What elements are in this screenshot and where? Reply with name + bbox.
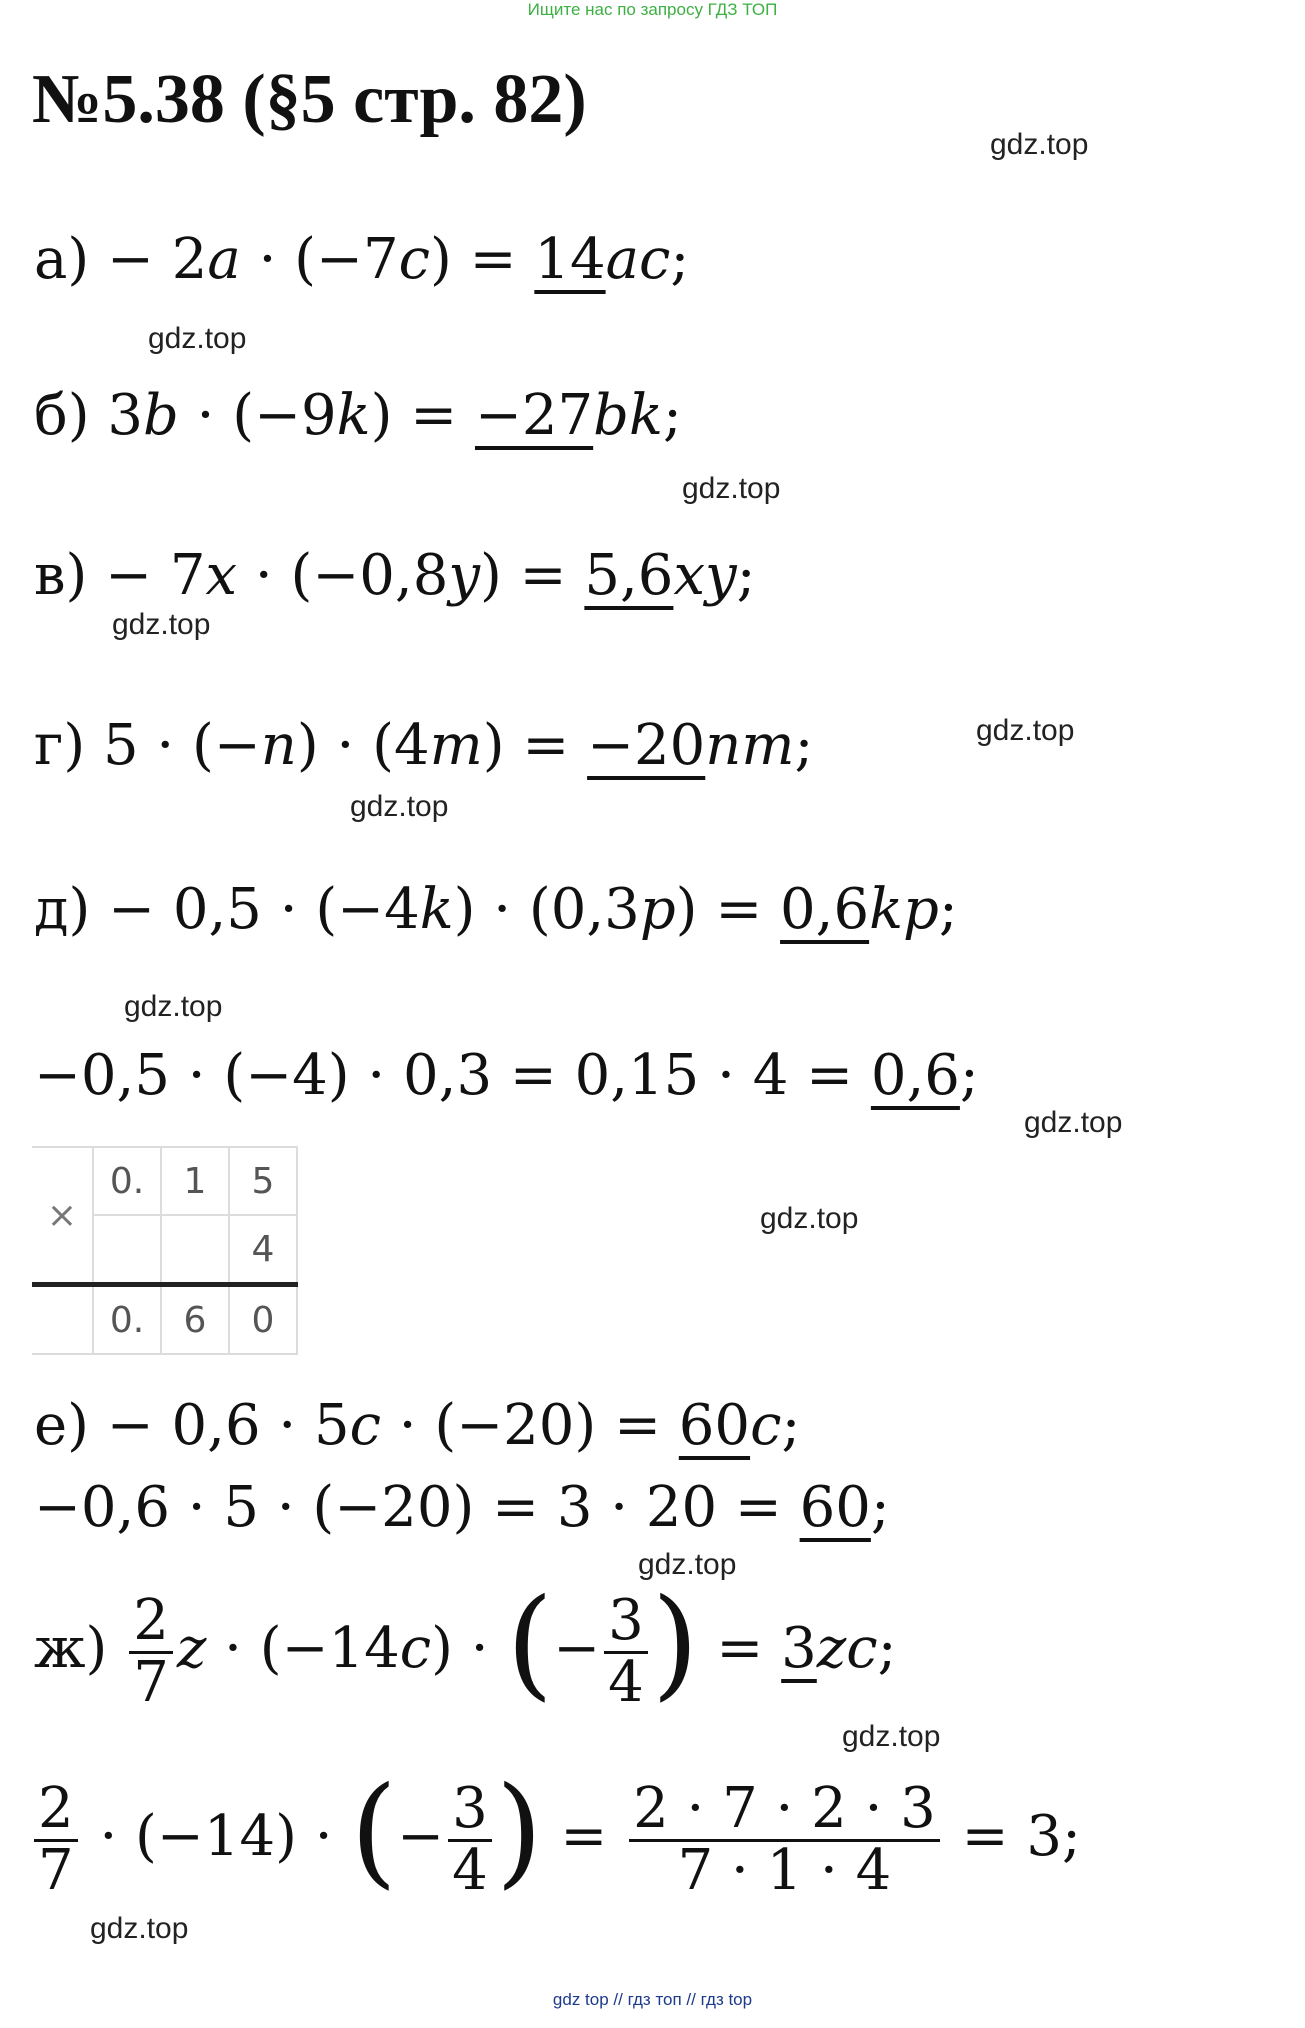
calc-cell bbox=[161, 1215, 229, 1285]
fraction: $\frac{3}{4}$ bbox=[448, 1780, 492, 1901]
watermark: gdz.top bbox=[976, 714, 1075, 747]
page-title: №5.38 (§5 стр. 82) bbox=[32, 61, 587, 138]
equation-g: г) 5 · (−n) · (4m) = −20nm; bbox=[34, 713, 814, 778]
calc-cell: 5 bbox=[229, 1147, 297, 1215]
watermark: gdz.top bbox=[638, 1548, 737, 1581]
watermark: gdz.top bbox=[350, 790, 449, 823]
answer-b: −27 bbox=[474, 383, 594, 448]
calc-cell: 0 bbox=[229, 1285, 297, 1355]
equation-b: б) 3b · (−9k) = −27bk; bbox=[34, 383, 682, 448]
answer-zh: 3 bbox=[781, 1615, 817, 1681]
watermark: gdz.top bbox=[682, 472, 781, 505]
calc-cell: 1 bbox=[161, 1147, 229, 1215]
calc-cell bbox=[32, 1285, 93, 1355]
answer-e-check: 60 bbox=[799, 1475, 871, 1540]
answer-a: 14 bbox=[534, 227, 606, 292]
answer-d-check: 0,6 bbox=[870, 1043, 960, 1108]
watermark: gdz.top bbox=[760, 1202, 859, 1235]
watermark: gdz.top bbox=[990, 128, 1089, 161]
answer-v: 5,6 bbox=[584, 543, 674, 608]
watermark: gdz.top bbox=[148, 322, 247, 355]
answer-e: 60 bbox=[678, 1393, 751, 1458]
watermark: gdz.top bbox=[842, 1720, 941, 1753]
equation-a: а) − 2a · (−7c) = 14ac; bbox=[34, 227, 690, 292]
fraction: $\frac{2}{7}$ bbox=[129, 1592, 173, 1713]
equation-d: д) − 0,5 · (−4k) · (0,3p) = 0,6kp; bbox=[34, 877, 958, 942]
footer-note: gdz top // гдз топ // гдз top bbox=[552, 1990, 753, 2009]
watermark: gdz.top bbox=[124, 990, 223, 1023]
multiply-sign: × bbox=[32, 1147, 93, 1285]
calc-cell: 6 bbox=[161, 1285, 229, 1355]
equation-e: е) − 0,6 · 5c · (−20) = 60c; bbox=[34, 1393, 801, 1458]
answer-d: 0,6 bbox=[780, 877, 870, 942]
watermark: gdz.top bbox=[90, 1912, 189, 1945]
header-note: Ищите нас по запросу ГДЗ ТОП bbox=[527, 0, 778, 19]
answer-g: −20 bbox=[587, 713, 706, 778]
calc-cell: 0. bbox=[93, 1147, 161, 1215]
calc-cell bbox=[93, 1215, 161, 1285]
calc-cell: 0. bbox=[93, 1285, 161, 1355]
watermark: gdz.top bbox=[112, 608, 211, 641]
equation-v: в) − 7x · (−0,8y) = 5,6xy; bbox=[34, 543, 756, 608]
fraction: $\frac{2}{7}$ bbox=[34, 1780, 78, 1901]
fraction: $\frac{3}{4}$ bbox=[604, 1592, 648, 1713]
watermark: gdz.top bbox=[1024, 1106, 1123, 1139]
equation-zh: ж) $\frac{2}{7}$ z · (−14c) · (− $\frac{3}{4}$ ) = 3zc; bbox=[34, 1574, 897, 1715]
fraction-product: $\frac{2 \cdot 7 \cdot 2 \cdot 3}{7 \cdot 1 \cdot 4}$ bbox=[629, 1780, 940, 1901]
equation-d-check: −0,5 · (−4) · 0,3 = 0,15 · 4 = 0,6; bbox=[34, 1043, 979, 1108]
equation-e-check: −0,6 · 5 · (−20) = 3 · 20 = 60; bbox=[34, 1475, 890, 1540]
equation-zh-check: $\frac{2}{7}$ · (−14) · (− $\frac{3}{4}$ ) = $\frac{2 \cdot 7 \cdot 2 \cdot 3}{7 \cdot 1 \cdot 4}$ = 3; bbox=[30, 1780, 1081, 1901]
column-multiplication bbox=[32, 1146, 298, 1355]
calc-cell: 4 bbox=[229, 1215, 297, 1285]
